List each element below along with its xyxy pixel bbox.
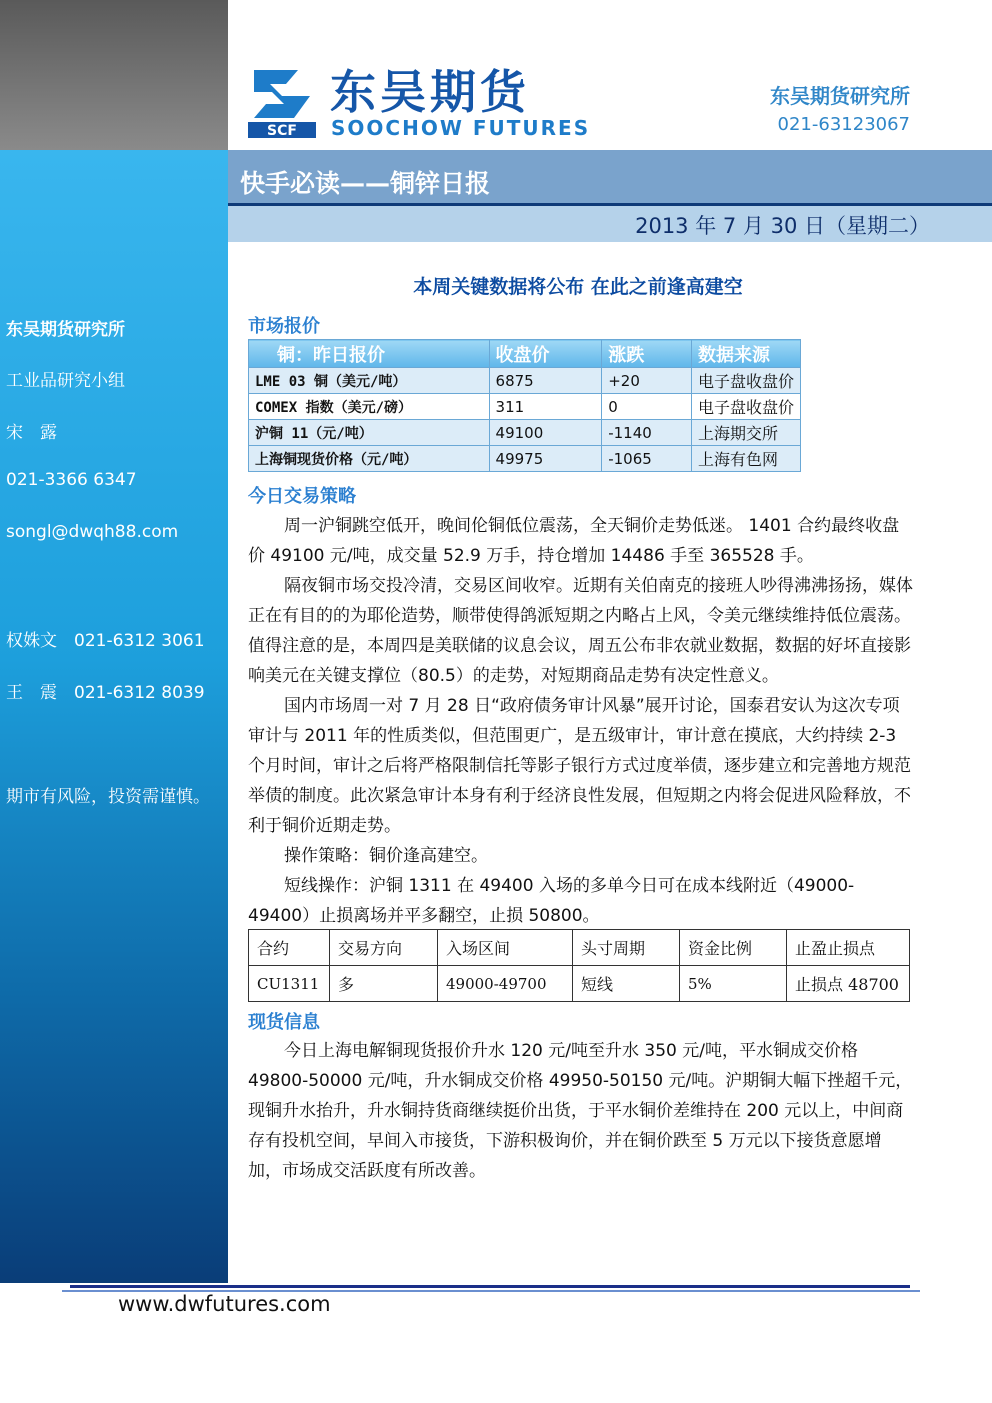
- quote-header-source: 数据来源: [691, 340, 800, 368]
- report-date: 2013 年 7 月 30 日（星期二）: [635, 214, 930, 238]
- ops-cell: 5%: [680, 966, 787, 1002]
- quote-cell: -1140: [602, 420, 692, 446]
- headline: 本周关键数据将公布 在此之前逢高建空: [413, 276, 743, 298]
- quote-cell: 0: [602, 394, 692, 420]
- ops-header-stop: 止盈止损点: [787, 930, 910, 966]
- quote-cell: 6875: [489, 368, 602, 394]
- ops-cell: 多: [330, 966, 438, 1002]
- table-row: [249, 446, 801, 472]
- operation-table: [248, 929, 910, 1002]
- quote-cell: 电子盘收盘价: [691, 394, 800, 420]
- strategy-paragraph-4: 操作策略：铜价逢高建空。: [284, 846, 488, 866]
- ops-header-ratio: 资金比例: [680, 930, 787, 966]
- report-title: 快手必读——铜锌日报: [240, 169, 491, 198]
- sidebar-contact-2: 王 震 021-6312 8039: [6, 683, 205, 703]
- spot-paragraph: 今日上海电解铜现货报价升水 120 元/吨至升水 350 元/吨，平水铜成交价格 49800-50000 元/吨，升水铜成交价格 49950-50150 元/吨。沪期铜大幅下挫超千元，现铜升水抬升，升水铜持货商继续挺价出货，于平水铜价差维持在 200 元以上，中间商存有投机空间，早间入市接货，下游积极询价，并在铜价跌至 5 万元以下接货意愿增加，市场成交活跃度有所改善。: [248, 1041, 913, 1181]
- sidebar-contact-1: 权姝文 021-6312 3061: [6, 631, 205, 651]
- table-row: [249, 420, 801, 446]
- strategy-paragraph-1: 周一沪铜跳空低开，晚间伦铜低位震荡，全天铜价走势低迷。 1401 合约最终收盘价 49100 元/吨，成交量 52.9 万手，持仓增加 14486 手至 365528 手。: [248, 516, 900, 566]
- svg-text:SCF: SCF: [267, 123, 297, 138]
- sidebar-group: 工业品研究小组: [6, 371, 125, 391]
- section-trading-strategy: 今日交易策略: [248, 486, 356, 507]
- quote-cell: 49100: [489, 420, 602, 446]
- quote-cell: 上海期交所: [691, 420, 800, 446]
- quote-cell: 49975: [489, 446, 602, 472]
- quote-cell: 311: [489, 394, 602, 420]
- table-row: [249, 966, 910, 1002]
- ops-header-contract: 合约: [249, 930, 330, 966]
- ops-cell: 短线: [573, 966, 680, 1002]
- section-market-quotes: 市场报价: [248, 316, 320, 337]
- ops-header-direction: 交易方向: [330, 930, 438, 966]
- sidebar-analyst-phone: 021-3366 6347: [6, 470, 137, 490]
- quote-header-item: 铜：昨日报价: [249, 340, 490, 368]
- quote-table-header: [249, 340, 801, 368]
- quote-cell: 电子盘收盘价: [691, 368, 800, 394]
- ops-cell: 止损点 48700: [787, 966, 910, 1002]
- table-row: [249, 930, 910, 966]
- brand-name-en: SOOCHOW FUTURES: [331, 116, 591, 140]
- quote-cell: 沪铜 11（元/吨）: [249, 420, 490, 446]
- ops-header-period: 头寸周期: [573, 930, 680, 966]
- ops-cell: 49000-49700: [438, 966, 573, 1002]
- footer-divider: [70, 1285, 910, 1288]
- quote-header-change: 涨跌: [602, 340, 692, 368]
- sidebar-analyst: 宋 露: [6, 423, 57, 443]
- section-spot-info: 现货信息: [248, 1012, 320, 1033]
- quote-cell: COMEX 指数（美元/磅）: [249, 394, 490, 420]
- quote-cell: -1065: [602, 446, 692, 472]
- strategy-paragraph-3: 国内市场周一对 7 月 28 日“政府债务审计风暴”展开讨论，国泰君安认为这次专项审计与 2011 年的性质类似，但范围更广，是五级审计，审计意在摸底，大约持续 2-3 个月时间，审计之后将严格限制信托等影子银行方式过度举债，逐步建立和完善地方规范举债的制度。此次紧急审计本身有利于经济良性发展，但短期之内将会促进风险释放，不利于铜价近期走势。: [248, 696, 911, 836]
- scf-logo-icon: [248, 62, 316, 138]
- strategy-paragraph-2: 隔夜铜市场交投冷清，交易区间收窄。近期有关伯南克的接班人吵得沸沸扬扬，媒体正在有目的的为耶伦造势，顺带使得鸽派短期之内略占上风，令美元继续维持低位震荡。值得注意的是，本周四是美联储的议息会议，周五公布非农就业数据，数据的好坏直接影响美元在关键支撑位（80.5）的走势，对短期商品走势有决定性意义。: [248, 576, 913, 686]
- quote-header-close: 收盘价: [489, 340, 602, 368]
- header-institute: 东吴期货研究所: [770, 84, 910, 108]
- sidebar-top-block: [0, 0, 228, 150]
- table-row: [249, 368, 801, 394]
- quote-cell: LME 03 铜（美元/吨）: [249, 368, 490, 394]
- ops-cell: CU1311: [249, 966, 330, 1002]
- quote-cell: +20: [602, 368, 692, 394]
- sidebar-institute: 东吴期货研究所: [6, 320, 125, 340]
- footer-website[interactable]: www.dwfutures.com: [118, 1292, 331, 1316]
- brand-name-cn: 东吴期货: [330, 65, 530, 119]
- sidebar-email[interactable]: songl@dwqh88.com: [6, 522, 179, 542]
- quote-table: [248, 339, 801, 472]
- table-row: [249, 394, 801, 420]
- quote-cell: 上海有色网: [691, 446, 800, 472]
- sidebar-risk-warning: 期市有风险，投资需谨慎。: [6, 787, 210, 807]
- ops-header-entry: 入场区间: [438, 930, 573, 966]
- strategy-paragraph-5: 短线操作：沪铜 1311 在 49400 入场的多单今日可在成本线附近（49000-49400）止损离场并平多翻空，止损 50800。: [248, 876, 855, 926]
- header-phone: 021-63123067: [777, 114, 910, 135]
- quote-cell: 上海铜现货价格（元/吨）: [249, 446, 490, 472]
